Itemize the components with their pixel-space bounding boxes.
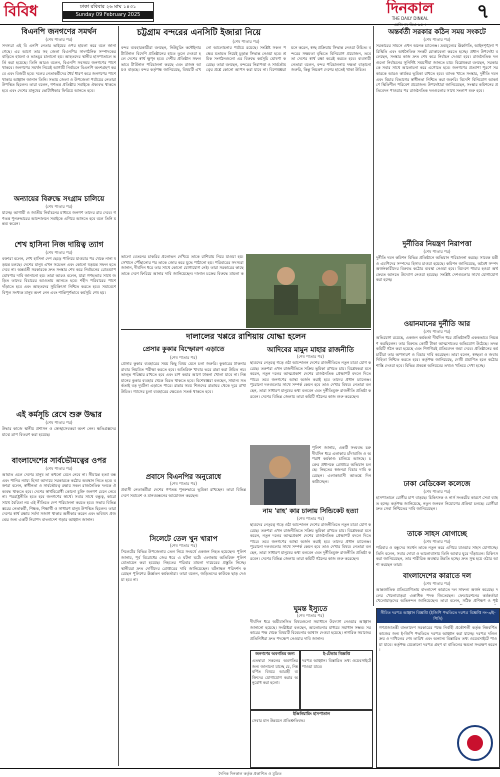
article-sylhet (121, 534, 246, 766)
headline: দালালের খপ্পরে রাশিয়ায় যোদ্ধা হলেন (186, 331, 306, 341)
brand-name: দিনকাল (386, 0, 434, 17)
masthead (0, 0, 500, 24)
ad-tender-notice (376, 608, 500, 768)
masthead-rule (0, 24, 500, 25)
ad-title: ইঞ্জিনিয়ারিং হাসপাতাল (292, 711, 331, 716)
headline: নাম 'রাহ' কার চালায় সিন্ডিকেট হত্যা (262, 507, 359, 515)
photo-russia (246, 254, 371, 328)
byline: (শেষ পাতার পর) (169, 481, 197, 486)
ad-etender (300, 650, 373, 710)
article-adib-continued (312, 445, 371, 505)
headline: ঢাকা মেডিকেল কলেজে (403, 479, 471, 488)
article-bnp-abroad (121, 472, 246, 532)
article-body: দুর্নীতি দমন কমিশন বিভিন্ন প্রতিষ্ঠানে অভিযান পরিচালনা করছে। সাবেক মন্ত্রী ও এমপিদের সম্পদের হিসাব চাওয়া হয়েছে। কমিশন জানিয়েছে, অবৈধ সম্পদ অর্জনকারীদের বিরুদ্ধে কঠোর ব্যবস্থা নেওয়া হবে। বিদেশে পাচার হওয়া অর্থ ফেরত আনতে উদ্যোগ নেওয়া হয়েছে। সংশ্লিষ্ট দেশগুলোর সাথে যোগাযোগ করা হচ্ছে। (376, 255, 498, 283)
byline: (শেষ পাতার পর) (423, 329, 451, 334)
article-oneman-corruption (376, 319, 498, 477)
article-body: ভালো বেতনের চাকরির প্রলোভন দেখিয়ে তাকে রাশিয়ায় নিয়ে যাওয়া হয়। সেখানে পৌঁছানোর পর তাকে জোর করে যুদ্ধে পাঠানো হয়। পরিবারের সদস্যরা জানান, দীর্ঘদিন ধরে তার সাথে কোনো যোগাযোগ নেই। তারা সরকারের কাছে তাকে দেশে ফিরিয়ে আনার দাবি জানিয়েছেন। দালাল চক্রের বিরুদ্ধে মামলা ক (121, 254, 244, 276)
ad-notice (250, 650, 300, 710)
byline: (শেষ পাতার পর) (296, 354, 324, 359)
headline: প্রেসার কুকার বিস্ফোরণ এড়াতে (142, 345, 225, 353)
ad-header: সীমিত দরপত্র আহ্বান বিজ্ঞপ্তি (ইজিপি পদ্ধতিতে দরপত্র বিজ্ঞপ্তি নং-৩/ই-পিসি) (377, 609, 499, 623)
column-divider (373, 26, 374, 606)
article-dhaka-medical (376, 479, 498, 527)
ad-body: সেবার মান উন্নয়নে প্রতিশ্রুতিবদ্ধ। (252, 718, 305, 723)
date-english: Sunday 09 February 2025 (63, 11, 153, 19)
article-body: সিলেটের বিভিন্ন উপজেলায় তেল নিয়ে সংঘর্ষে একজন নিহত হয়েছেন। পুলিশ জানায়, পূর্ব বিরোধের জের ধরে এ ঘটনা ঘটে। এলাকায় অতিরিক্ত পুলিশ মোতায়েন করা হয়েছে। নিহতের পরিবার মামলা দায়েরের প্রস্তুতি নিচ্ছে। স্থানীয়রা দ্রুত দোষীদের গ্রেপ্তারের দাবি জানিয়েছেন। ঘটনাস্থল পরিদর্শন করেছেন পুলিশের ঊর্ধ্বতন কর্মকর্তারা। তারা বলেন, জড়িতদের কাউকে ছাড় দেওয়া হবে না। (121, 549, 246, 582)
ad-hospital (250, 710, 373, 768)
article-adib-politics (250, 345, 371, 445)
article-body: উদ্ধার কাজে স্থানীয় প্রশাসন ও স্বেচ্ছাসেবকরা অংশ নেন। ক্ষতিগ্রস্তদের মাঝে ত্রাণ বিতরণ করা হয়েছে। (2, 426, 116, 437)
article-body: পরিবার ও বন্ধুদের সমর্থন তাকে নতুন করে এগিয়ে যাওয়ার সাহস যোগাচ্ছে। তিনি বলেন, সবার দোয়া ও ভালোবাসায় তিনি আবার ঘুরে দাঁড়াবেন। চিকিৎসকরা জানিয়েছেন, তার শারীরিক অবস্থার উন্নতি হচ্ছে। দ্রুত সুস্থ হয়ে ওঠার আশা করছেন তারা। (376, 545, 498, 567)
article-bnp-support (2, 27, 116, 192)
headline: ঘুমন্ত ইস্যুতে (293, 604, 328, 613)
byline: (শেষ পাতার পর) (169, 355, 197, 360)
date-bangla: ঢাকা রবিবার ২৬ মাঘ ১৪৩১ (79, 4, 137, 10)
article-body: আঘাত এলে দেশের মানুষ তা কখনো মেনে নেবে না। সীমান্তে হত্যা বন্ধ এবং পানির ন্যায্য হিস্যা আদায়ে সরকারকে কঠোর অবস্থান নিতে হবে। বক্তারা বলেন, স্বাধীনতা ও সার্বভৌমত্ব রক্ষায় সকল রাজনৈতিক দলকে ঐক্যবদ্ধ থাকতে হবে। দেশের স্বার্থবিরোধী কোনো চুক্তি জনগণ মেনে নেবে না। পররাষ্ট্রনীতি হতে হবে জনগণের স্বার্থে। সবার সাথে বন্ধুত্ব, কারো সাথে বৈরিতা নয় এই নীতিতে দেশ পরিচালনা করতে হবে। সভায় বিভিন্ন স্তরের নেতাকর্মী, শিক্ষক, শিক্ষার্থী ও সাধারণ মানুষ উপস্থিত ছিলেন। তারা দেশের স্বার্থ রক্ষায় সর্বদা সজাগ থাকার অঙ্গীকার করেন এবং ভবিষ্যৎ প্রজন্মের জন্য একটি নিরাপদ বাংলাদেশ গড়ার আহ্বান জানান। (2, 472, 116, 522)
article-syndicate (250, 507, 371, 602)
ad-title: জনগণের অবগতির জন্য (255, 651, 295, 656)
headline: চট্টগ্রাম বন্দরের এনসিটি ইজারা নিয়ে (137, 28, 261, 38)
photo-portrait (250, 445, 310, 505)
article-interim-govt (376, 27, 498, 237)
byline: (শেষ পাতার পর) (423, 581, 451, 586)
article-body: বক্তারা বলেন, শেখ হাসিনা দেশ ছেড়ে পালিয়ে যাওয়ার পর থেকে নানা ষড়যন্ত্র চলছে। দেশের মানুষ এখন সচেতন এবং কোনো ষড়যন্ত্র সফল হতে দেবে না। অন্তর্বর্তী সরকারকে দ্রুত সংস্কার শেষ করে নির্বাচনের রোডম্যাপ ঘোষণার দাবি জানানো হয়। তারা আরও বলেন, যারা গণহত্যার সাথে জড়িত তাদের বিচারের আওতায় আনতে হবে। শহীদ পরিবারের পাশে দাঁড়াতে হবে এবং আহতদের সুচিকিৎসা নিশ্চিত করতে হবে। সমাবেশে বিপুল সংখ্যক মানুষ অংশ নেন এবং শান্তিপূর্ণভাবে কর্মসূচি শেষ হয়। (2, 256, 116, 295)
headline: বাংলাদেশের কারাতে দল (402, 571, 472, 580)
byline: (শেষ পাতার পর) (45, 37, 73, 42)
article-body: দীর্ঘদিন ধরে অমীমাংসিত বিষয়গুলো সমাধানে উদ্যোগ নেওয়ার আহ্বান জানানো হয়েছে। সংশ্লিষ্টরা বলছেন, আলোচনার মাধ্যমে সমাধান সম্ভব। সরকারের পক্ষ থেকে বিষয়টি বিবেচনার আশ্বাস দেওয়া হয়েছে। নাগরিক সমাজের প্রতিনিধিরা দ্রুত পদক্ষেপ নেওয়ার দাবি জানান। (250, 619, 371, 641)
article-body: ছাত্রদের নেতৃত্বে গড়ে ওঠা আন্দোলন দেশের রাজনীতিতে নতুন মাত্রা যোগ করেছে। তরুণরা এখন রাজনীতিতে সক্রিয় ভূমিকা রাখতে চায়। বিশ্লেষকরা মনে করেন, নতুন দলের আত্মপ্রকাশ দেশের রাজনৈতিক প্রেক্ষাপট বদলে দিতে পারে। তবে জনগণের আস্থা অর্জন করাই হবে তাদের প্রধান চ্যালেঞ্জ। পুরোনো দলগুলোর সাথে সম্পর্ক কেমন হবে তাও দেখার বিষয়। নেতারা বলছেন, তারা সাধারণ মানুষের কথা বলবেন এবং দুর্নীতিমুক্ত রাজনীতি প্রতিষ্ঠা করবেন। দেশের বিভিন্ন জেলায় তারা কমিটি গঠনের কাজ শুরু করেছেন। (250, 522, 371, 561)
article-pressure-cooker (121, 355, 246, 470)
article-injustice-struggle (2, 194, 116, 238)
article-sovereignty (2, 456, 116, 766)
headline: বিএনপি জনগণের সমর্থন (21, 27, 97, 36)
article-body: প্রবাসী নেতাকর্মীরা দেশের গণতন্ত্র পুনরুদ্ধারে ভূমিকা রাখছেন। তারা বিভিন্ন দেশে সমাবেশ ও মানববন্ধনের আয়োজন করছেন। (121, 487, 246, 498)
article-body: বন্দর ব্যবহারকারীরা বলছেন, নিউমুরিং কন্টেইনার টার্মিনাল বিদেশি প্রতিষ্ঠানের হাতে তুলে দেওয়া হলে দেশের স্বার্থ ক্ষুণ্ন হবে। দেশীয় প্রতিষ্ঠান সফলভাবে টার্মিনাল পরিচালনা করছে এবং রাজস্ব আয়ও বাড়ছে। বন্দর কর্তৃপক্ষ জানিয়েছে, বিষয়টি এখনো আলোচনার পর্যায়ে রয়েছে। সংশ্লিষ্ট সকল পক্ষের মতামত নিয়েই চূড়ান্ত সিদ্ধান্ত নেওয়া হবে। শ্রমিক সংগঠনগুলো এর বিরুদ্ধে কর্মসূচি ঘোষণা করেছে। তারা বলছেন, বন্দরের নিরাপত্তা ও সার্বভৌমত্বের প্রশ্নে কোনো আপস করা যাবে না। বিশেষজ্ঞরা মনে করেন, স্বচ্ছ প্রক্রিয়ায় সিদ্ধান্ত নেওয়া উচিত। বন্দরের সক্ষমতা বৃদ্ধিতে বিনিয়োগ প্রয়োজন, তবে তা দেশের স্বার্থ রক্ষা করেই করতে হবে। ব্যবসায়ী নেতারা বলেন, বন্দর পরিচালনায় দক্ষতা বাড়ানো জরুরি, কিন্তু নিয়ন্ত্রণ দেশের হাতেই থাকা উচিত। (121, 45, 371, 73)
article-body: ছাত্রদের নেতৃত্বে গড়ে ওঠা আন্দোলন দেশের রাজনীতিতে নতুন মাত্রা যোগ করেছে। তরুণরা এখন রাজনীতিতে সক্রিয় ভূমিকা রাখতে চায়। বিশ্লেষকরা মনে করেন, নতুন দলের আত্মপ্রকাশ দেশের রাজনৈতিক প্রেক্ষাপট বদলে দিতে পারে। তবে জনগণের আস্থা অর্জন করাই হবে তাদের প্রধান চ্যালেঞ্জ। পুরোনো দলগুলোর সাথে সম্পর্ক কেমন হবে তাও দেখার বিষয়। নেতারা বলছেন, তারা সাধারণ মানুষের কথা বলবেন এবং দুর্নীতিমুক্ত রাজনীতি প্রতিষ্ঠা করবেন। দেশের বিভিন্ন জেলায় তারা কমিটি গঠনের কাজ শুরু করেছেন। (250, 360, 371, 399)
headline: অন্তর্বর্তী সরকার কঠিন সময় সংকটে (388, 27, 486, 36)
byline: (শেষ পাতার পর) (169, 543, 197, 548)
article-chittagong-port (121, 27, 371, 252)
byline: (শেষ পাতার পর) (45, 204, 73, 209)
ad-body: দরপত্র আহ্বান। বিস্তারিত তথ্য ওয়েবসাইটে পাওয়া যাবে। (302, 658, 371, 669)
article-body: আন্তর্জাতিক প্রতিযোগিতায় বাংলাদেশ কারাতে দল সাফল্য অর্জন করেছে। দলের খেলোয়াড়রা একাধিক পদক জিতেছেন। ফেডারেশনের কর্মকর্তারা খেলোয়াড়দের অভিনন্দন জানিয়েছেন। তারা বলেন, সঠিক প্রশিক্ষণ ও পৃষ্ঠ (376, 587, 498, 604)
ad-body: গণপ্রজাতন্ত্রী বাংলাদেশ সরকারের পক্ষে নির্বাহী প্রকৌশলী কর্তৃক নিম্নবর্ণিত কাজের জন্য ই-জিপি পদ্ধতিতে দরপত্র আহ্বান করা যাচ্ছে। দরপত্র দলিল ক্রয় ও দাখিলের শেষ তারিখ এবং অন্যান্য বিস্তারিত তথ্য ওয়েবসাইটে পাওয়া যাবে। কর্তৃপক্ষ যেকোনো দরপত্র গ্রহণ বা বাতিলের ক্ষমতা সংরক্ষণ করেন। (379, 625, 497, 653)
headline: এই কর্মসূচি রেখে শুরু উদ্ধার (16, 410, 102, 419)
byline: (শেষ পাতার পর) (296, 613, 324, 618)
article-body: প্রেসার কুকার ব্যবহারের সময় কিছু বিষয় মেনে চলা জরুরি। কুকারের ঢাকনার রাবার নিয়মিত পরীক্ষা করতে হবে। অতিরিক্ত খাবার ভরে রান্না করা উচিত নয়। ভাল্ভ পরিষ্কার রাখতে হবে এবং চাপ কমার আগে ঢাকনা খোলা যাবে না। নিম্নমানের কুকার ব্যবহার থেকে বিরত থাকতে হবে। বিশেষজ্ঞরা বলছেন, সামান্য সতর্কতাই বড় দুর্ঘটনা এড়াতে পারে। রান্নার সময় শিশুদের রান্নাঘর থেকে দূরে রাখা উচিত। গ্যাসের চুলা ব্যবহারের ক্ষেত্রেও সতর্ক থাকতে হবে। (121, 361, 246, 394)
headline: অন্যায়ের বিরুদ্ধে সংগ্রাম চালিয়ে (13, 194, 105, 203)
article-karate (376, 571, 498, 605)
article-body: হাসপাতালে রোগীর চাপ বাড়ছে। চিকিৎসক ও নার্স সংকটের কারণে সেবা ব্যাহত হচ্ছে। কর্তৃপক্ষ জানিয়েছে, নতুন জনবল নিয়োগের প্রক্রিয়া চলছে। রোগীরা দ্রুত সেবা নিশ্চিতের দাবি জানিয়েছেন। (376, 495, 498, 512)
footer: দৈনিক দিনকাল কর্তৃক প্রকাশিত ও মুদ্রিত (0, 768, 500, 777)
article-russia-headline (121, 329, 371, 344)
headline: প্রবাসে বিএনপির অনুরোধে (145, 472, 222, 481)
headline: দুর্নীতির নিয়ন্ত্রণ নিরাপত্তা (402, 239, 472, 248)
byline: (শেষ পাতার পর) (45, 466, 73, 471)
byline: (শেষ পাতার পর) (45, 420, 73, 425)
article-pressure-cooker-headline (121, 345, 246, 353)
headline: তাকে সাহস যোগাচ্ছে (407, 529, 467, 538)
headline: ওয়ানমানের দুর্নীতি আর (403, 319, 471, 328)
byline: (শেষ পাতার পর) (45, 250, 73, 255)
date-box (62, 2, 154, 22)
ad-body: এতদ্বারা সকলের অবগতির জন্য জানানো যাচ্ছে যে, নিম্নবর্ণিত বিষয়ে আগ্রহী ব্যক্তিদের যোগাযোগ করার অনুরোধ করা হলো। (252, 658, 298, 686)
ad-title: ই-টেন্ডার বিজ্ঞপ্তি (322, 651, 351, 656)
section-name: বিবিধ (4, 2, 38, 20)
byline: (শেষ পাতার পর) (232, 39, 260, 44)
article-corruption-control (376, 239, 498, 317)
article-rescue (2, 410, 116, 454)
byline: (শেষ পাতার পর) (296, 516, 324, 521)
byline: (শেষ পাতার পর) (423, 249, 451, 254)
article-body: সরকারের সামনে এখন অনেক চ্যালেঞ্জ। দ্রব্যমূল্যের ঊর্ধ্বগতি, আইনশৃঙ্খলা পরিস্থিতি এবং অর্থনৈতিক সংকট মোকাবেলা করতে হচ্ছে। প্রধান উপদেষ্টা বলেছেন, সংস্কার কাজ দ্রুত শেষ করে নির্বাচন দেওয়া হবে। রাজনৈতিক দলগুলো নির্বাচনের সুনির্দিষ্ট সময়সীমা জানতে চায়। বিশ্লেষকরা বলছেন, সরকারকে সবার সাথে আলোচনা করে এগোতে হবে। জনগণের প্রত্যাশা পূরণে সরকারকে আরও কার্যকর ভূমিকা রাখতে হবে। ব্যাংক খাতে সংস্কার, দুর্নীতি দমন এবং বিচার বিভাগের স্বাধীনতা নিশ্চিত করা জরুরি। বিদেশি বিনিয়োগ আকর্ষণে স্থিতিশীল পরিবেশ প্রয়োজন। উপদেষ্টারা জানিয়েছেন, সংস্কার কমিশনের প্রতিবেদন পাওয়ার পর রাজনৈতিক দলগুলোর সাথে সংলাপ শুরু হবে। (376, 43, 498, 93)
byline: (শেষ পাতার পর) (423, 489, 451, 494)
byline: (শেষ পাতার পর) (423, 539, 451, 544)
byline: (শেষ পাতার পর) (423, 37, 451, 42)
headline: আদিবের মামুন মাহার রাজনীতি (267, 345, 354, 354)
article-body: যাচ্ছে। আগামী ও জাতীয় নির্বাচনের মাধ্যমে জনগণ তাদের রায় দেবে। গণতন্ত্র পুনরুদ্ধারের আন্দোলনে সবাইকে এগিয়ে আসতে হবে বলে তিনি মন্তব্য করেন। (2, 210, 116, 227)
article-courage (376, 529, 498, 569)
govt-seal-icon (455, 723, 495, 763)
headline: বাংলাদেশের সার্বভৌমত্বের ওপর (11, 456, 107, 465)
brand-tag: THE DAILY DINKAL (391, 16, 429, 21)
brand-logo (356, 1, 464, 23)
page-number: ৭ (476, 0, 490, 23)
article-body: অভিযোগ রয়েছে, একজন কর্মকর্তা দীর্ঘদিন ধরে প্রতিষ্ঠানটি এককভাবে নিয়ন্ত্রণ করছিলেন। তার বিরুদ্ধে কোটি টাকা আত্মসাতের অভিযোগ উঠেছে। তদন্ত কমিটি গঠন করা হয়েছে এবং শিগগিরই প্রতিবেদন জমা দেবে। প্রতিষ্ঠানের কর্মচারীরা তার অপসারণ ও বিচার দাবি করেছেন। তারা বলেন, স্বচ্ছতা ও জবাবদিহিতা নিশ্চিত করতে হবে। কর্তৃপক্ষ জানিয়েছে, দোষী প্রমাণিত হলে কঠোর শাস্তি দেওয়া হবে। বিভিন্ন প্রকল্পে অনিয়মের তথ্যও খতিয়ে দেখা হচ্ছে। (376, 335, 498, 368)
article-sleeping-issue (250, 604, 371, 646)
column-divider (118, 26, 119, 766)
article-body: সদস্যরা এই বি এনপি নেতার ভাইয়ের ওপর হামলা করে বলে জানা গেছে। এর আগে তার সহ জেলা বিএনপির সাংগঠনিক সম্পাদকের বাড়িতে হামলা ও ভাঙচুর চালানো হয়। আহতদের স্থানীয় হাসপাতালে ভর্তি করা হয়েছে। তিনি আরও বলেন, বিএনপি সবসময় জনগণের পাশে থাকবে। জনগণের সমর্থন নিয়েই আগামী নির্বাচনে বিএনপি অংশগ্রহণ করবে এবং বিজয়ী হবে। দলের নেতাকর্মীদের ধৈর্য ধারণ করে জনগণের পাশে থাকার আহ্বান জানান তিনি। সভায় জেলা ও উপজেলা পর্যায়ের নেতারা উপস্থিত ছিলেন। তারা বলেন, গণতন্ত্র প্রতিষ্ঠায় সবাইকে ঐক্যবদ্ধ থাকতে হবে এবং দেশের মানুষের ভোটাধিকার ফিরিয়ে আনতে হবে। (2, 43, 116, 93)
headline: শেখ হাসিনা নিজ দায়িত্ব ত্যাগ (14, 240, 104, 249)
article-sheikh-hasina (2, 240, 116, 408)
article-body: পুলিশ জানায়, একটি সংঘবদ্ধ চক্র দীর্ঘদিন ধরে এলাকায় চাঁদাবাজি ও অপরাধ কর্মকাণ্ড চালিয়ে আসছে। চক্রের প্রধানকে গ্রেপ্তারে অভিযান চলছে। নিহতের স্বজনরা বিচার দাবি করেছেন। এলাকাবাসী আতঙ্কে দিন কাটাচ্ছেন। (312, 445, 371, 484)
photo-image (246, 254, 371, 328)
headline: সিলেটে তেল খুন খারাপ (149, 534, 218, 543)
photo-image (250, 445, 310, 505)
